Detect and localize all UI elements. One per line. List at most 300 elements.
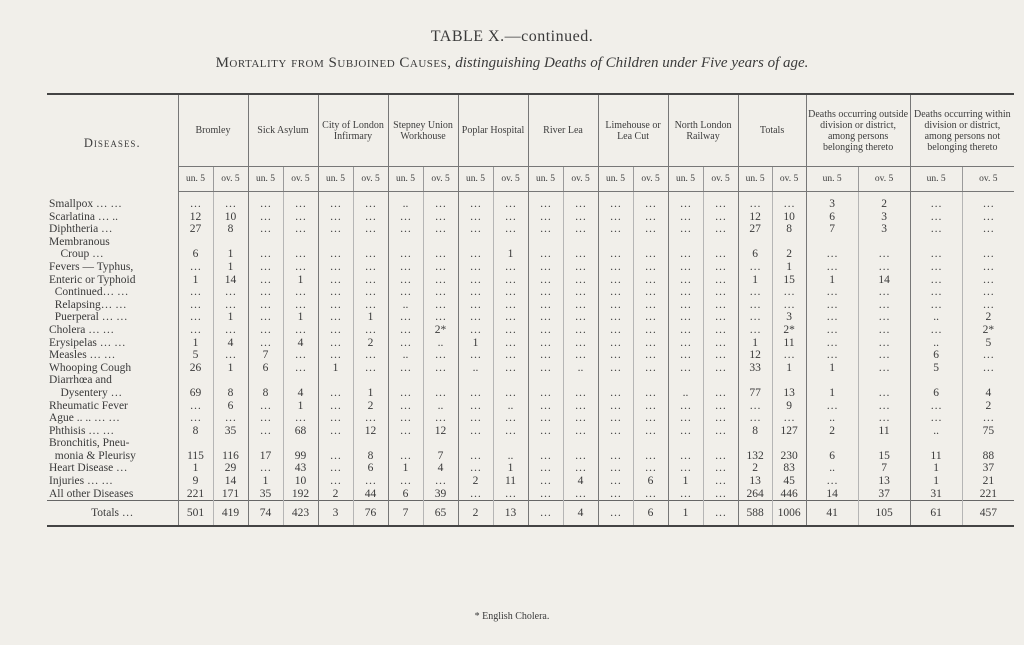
table-cell: … [458,400,493,413]
group-header: Totals [738,94,806,167]
table-cell: … [910,211,962,224]
table-cell: 230 [772,450,806,463]
table-cell: 41 [806,501,858,527]
table-cell: … [388,311,423,324]
table-cell: … [668,286,703,299]
group-header: Limehouse or Lea Cut [598,94,668,167]
table-cell: … [910,299,962,312]
table-cell: … [563,425,598,438]
table-cell: 11 [858,425,910,438]
table-cell: … [598,299,633,312]
table-cell: 26 [178,362,213,375]
table-cell: 1 [738,274,772,287]
table-cell: … [248,425,283,438]
table-cell: … [178,400,213,413]
table-cell: … [910,192,962,211]
table-cell: … [423,192,458,211]
table-cell: … [248,462,283,475]
table-cell [633,437,668,450]
table-cell: … [563,223,598,236]
table-cell: … [962,274,1014,287]
table-cell: … [633,223,668,236]
table-cell [858,236,910,249]
table-cell: … [633,462,668,475]
table-cell: … [423,211,458,224]
table-cell: 31 [910,488,962,501]
table-cell: … [633,324,668,337]
disease-label: Scarlatina … .. [47,211,178,224]
table-cell: … [598,450,633,463]
table-cell: 3 [858,211,910,224]
table-cell: … [458,299,493,312]
table-cell: 4 [213,337,248,350]
table-cell: 15 [858,450,910,463]
table-cell: … [962,412,1014,425]
header-row-age [47,167,1014,192]
table-cell: … [353,324,388,337]
table-cell [598,437,633,450]
table-cell: 1 [178,274,213,287]
table-cell: … [668,324,703,337]
table-cell: 1 [178,337,213,350]
table-cell: … [738,286,772,299]
table-cell: … [703,412,738,425]
table-cell: … [528,324,563,337]
table-cell: … [213,192,248,211]
table-cell: … [248,400,283,413]
table-cell: … [248,412,283,425]
table-cell: … [703,248,738,261]
table-cell: … [493,412,528,425]
table-cell: 192 [283,488,318,501]
table-cell: … [283,349,318,362]
table-cell: … [353,274,388,287]
table-row [47,337,1014,350]
table-cell [458,437,493,450]
table-cell: … [493,337,528,350]
table-cell: … [178,324,213,337]
table-cell: … [962,248,1014,261]
table-row [47,488,1014,501]
over-five-header: ov. 5 [353,167,388,192]
table-cell: 9 [178,475,213,488]
table-cell: … [738,412,772,425]
table-cell: 45 [772,475,806,488]
table-cell: … [962,362,1014,375]
table-cell: … [703,425,738,438]
table-cell: … [528,311,563,324]
table-cell: 2 [458,475,493,488]
disease-label: Membranous [47,236,178,249]
table-cell [703,236,738,249]
table-cell: 221 [178,488,213,501]
disease-label: Croup … [47,248,178,261]
table-cell: 6 [806,450,858,463]
table-cell [668,374,703,387]
table-cell: … [423,248,458,261]
table-cell: … [458,223,493,236]
table-cell [283,437,318,450]
group-header: River Lea [528,94,598,167]
table-cell [178,374,213,387]
table-cell: 1 [318,362,353,375]
disease-label: Diarrhœa and [47,374,178,387]
table-cell: … [703,337,738,350]
table-cell: 4 [563,475,598,488]
table-cell: … [388,324,423,337]
table-cell [806,236,858,249]
table-cell: 77 [738,387,772,400]
table-cell: 2 [962,400,1014,413]
table-cell: … [563,211,598,224]
table-row [47,450,1014,463]
table-cell: 132 [738,450,772,463]
table-cell: … [668,337,703,350]
table-cell: … [423,412,458,425]
table-cell: … [598,425,633,438]
table-cell: … [598,211,633,224]
group-header: Poplar Hospital [458,94,528,167]
table-cell: … [388,248,423,261]
table-cell [633,236,668,249]
table-cell [283,236,318,249]
table-cell: … [528,462,563,475]
table-cell: .. [563,362,598,375]
table-row [47,349,1014,362]
table-cell: 2 [772,248,806,261]
table-cell: 501 [178,501,213,527]
table-cell: … [563,349,598,362]
table-cell: 5 [910,362,962,375]
table-cell: … [388,475,423,488]
table-cell: … [248,223,283,236]
table-row [47,299,1014,312]
table-cell: 12 [178,211,213,224]
table-cell: … [528,274,563,287]
table-cell: … [910,400,962,413]
table-cell [388,236,423,249]
table-cell: 1 [213,261,248,274]
table-cell: 11 [772,337,806,350]
table-cell: … [806,349,858,362]
table-cell: … [388,412,423,425]
table-cell: 1 [493,248,528,261]
subtitle-caps: Mortality from Subjoined Causes, [215,55,452,71]
table-cell: … [458,450,493,463]
table-cell: … [528,450,563,463]
table-row [47,211,1014,224]
table-cell: … [528,223,563,236]
table-cell: … [633,337,668,350]
table-cell [493,437,528,450]
table-cell: … [423,286,458,299]
table-row [47,223,1014,236]
table-cell: 4 [283,337,318,350]
table-cell: … [806,248,858,261]
table-cell: … [910,412,962,425]
table-cell: … [668,349,703,362]
table-cell: 21 [962,475,1014,488]
table-cell: … [563,286,598,299]
table-cell [738,236,772,249]
table-cell: 43 [283,462,318,475]
table-cell: … [178,299,213,312]
table-cell: 115 [178,450,213,463]
group-header: Deaths occurring outside division or district, among persons belonging thereto [806,94,910,167]
table-cell: 6 [388,488,423,501]
table-cell: 221 [962,488,1014,501]
group-header: Bromley [178,94,248,167]
table-cell: … [458,387,493,400]
table-cell: 2 [858,192,910,211]
table-cell: … [806,311,858,324]
table-cell: 44 [353,488,388,501]
table-cell: 588 [738,501,772,527]
table-cell: … [318,462,353,475]
disease-label: Relapsing… … [47,299,178,312]
table-cell: … [738,299,772,312]
table-cell: 2* [423,324,458,337]
table-cell: … [353,211,388,224]
table-cell: 61 [910,501,962,527]
table-cell: 7 [248,349,283,362]
table-cell: … [388,337,423,350]
table-cell: … [633,425,668,438]
table-cell [703,374,738,387]
table-cell: 1 [213,362,248,375]
table-cell: .. [910,311,962,324]
table-cell [213,374,248,387]
table-cell: 1 [388,462,423,475]
under-five-header: un. 5 [248,167,283,192]
table-cell: … [598,337,633,350]
table-cell: … [388,387,423,400]
table-cell: 7 [806,223,858,236]
table-cell: .. [388,349,423,362]
table-cell [962,437,1014,450]
table-cell: … [772,349,806,362]
table-cell: 8 [213,387,248,400]
table-cell: … [703,211,738,224]
table-cell: 8 [738,425,772,438]
table-cell: 39 [423,488,458,501]
table-cell: … [910,286,962,299]
table-cell [493,236,528,249]
group-header: Sick Asylum [248,94,318,167]
table-cell: … [858,248,910,261]
table-cell [772,374,806,387]
table-row [47,362,1014,375]
table-cell: … [962,223,1014,236]
table-cell: … [283,261,318,274]
table-cell: … [353,248,388,261]
table-cell: … [283,211,318,224]
under-five-header: un. 5 [458,167,493,192]
table-cell [318,236,353,249]
table-cell: 6 [633,501,668,527]
table-cell: … [388,211,423,224]
table-cell: … [633,248,668,261]
over-five-header: ov. 5 [213,167,248,192]
table-cell [563,236,598,249]
table-cell: … [493,362,528,375]
table-cell: 15 [772,274,806,287]
table-cell: … [493,299,528,312]
table-cell: … [423,475,458,488]
table-cell: … [563,450,598,463]
table-cell: … [633,286,668,299]
table-cell [668,236,703,249]
table-cell: 14 [806,488,858,501]
table-cell: 1 [213,248,248,261]
table-cell: 7 [423,450,458,463]
table-cell: 1 [910,475,962,488]
table-cell: … [423,387,458,400]
table-cell: … [772,286,806,299]
table-cell: … [703,450,738,463]
table-cell: … [388,362,423,375]
table-cell: 1 [283,274,318,287]
table-cell [563,374,598,387]
table-cell [858,437,910,450]
table-cell: … [528,261,563,274]
table-cell: … [806,324,858,337]
table-cell: 2 [806,425,858,438]
table-cell: … [528,400,563,413]
table-cell [423,236,458,249]
table-cell [283,374,318,387]
table-cell: … [703,192,738,211]
table-cell: … [318,425,353,438]
table-row [47,400,1014,413]
table-cell: … [493,425,528,438]
table-cell: … [283,362,318,375]
table-cell: … [703,387,738,400]
table-cell: … [248,261,283,274]
table-cell: 171 [213,488,248,501]
table-cell: 3 [858,223,910,236]
table-cell: 2 [738,462,772,475]
table-cell: … [962,261,1014,274]
table-cell: … [248,324,283,337]
table-cell: … [458,349,493,362]
table-cell: 10 [213,211,248,224]
table-cell: … [423,223,458,236]
over-five-header: ov. 5 [962,167,1014,192]
disease-label: Dysentery … [47,387,178,400]
table-cell: … [493,311,528,324]
table-cell: … [353,223,388,236]
table-row [47,324,1014,337]
table-cell: 37 [858,488,910,501]
table-cell: … [423,299,458,312]
table-cell: 1 [248,475,283,488]
table-cell: … [318,324,353,337]
table-cell: … [598,349,633,362]
table-cell: … [493,286,528,299]
table-cell [633,374,668,387]
table-cell: … [458,192,493,211]
disease-label: Measles … … [47,349,178,362]
table-cell: … [528,425,563,438]
table-cell: … [283,324,318,337]
table-cell: … [703,223,738,236]
table-cell: … [423,274,458,287]
table-cell: … [633,362,668,375]
table-cell: … [493,349,528,362]
table-cell: … [493,192,528,211]
table-cell: 2 [353,400,388,413]
table-cell: 33 [738,362,772,375]
table-cell: … [458,286,493,299]
disease-label: Heart Disease … [47,462,178,475]
table-cell: … [633,274,668,287]
table-cell: 127 [772,425,806,438]
table-cell: … [178,192,213,211]
table-cell: … [858,299,910,312]
table-subtitle [0,55,1024,72]
table-cell: 6 [178,248,213,261]
table-cell [563,437,598,450]
table-cell: … [563,248,598,261]
table-cell: 1 [178,462,213,475]
table-cell: … [668,274,703,287]
table-cell: … [388,274,423,287]
table-cell: 3 [318,501,353,527]
table-cell [248,236,283,249]
table-cell: … [772,412,806,425]
table-cell: 13 [493,501,528,527]
table-cell: … [528,248,563,261]
table-cell: 8 [178,425,213,438]
table-cell: … [910,261,962,274]
disease-label: Totals … [47,501,178,527]
table-cell: … [910,248,962,261]
table-cell: 13 [772,387,806,400]
table-cell: … [493,324,528,337]
table-cell: … [598,192,633,211]
table-cell: … [858,362,910,375]
subtitle-italic: distinguishing Deaths of Children under Five years of age. [455,55,809,71]
table-cell: … [528,337,563,350]
table-cell [318,374,353,387]
table-cell: … [353,475,388,488]
table-row [47,286,1014,299]
table-cell: … [858,400,910,413]
table-cell: .. [458,362,493,375]
table-cell: 457 [962,501,1014,527]
table-cell: 29 [213,462,248,475]
table-cell [213,437,248,450]
table-cell [910,374,962,387]
table-cell [423,374,458,387]
table-cell: … [493,261,528,274]
group-header: North London Railway [668,94,738,167]
table-cell: 1 [213,311,248,324]
table-cell: … [248,286,283,299]
table-cell [598,374,633,387]
group-header: City of London Infirmary [318,94,388,167]
table-cell [178,437,213,450]
table-cell: … [563,274,598,287]
table-cell: … [528,501,563,527]
table-cell: … [703,274,738,287]
table-cell: … [962,286,1014,299]
table-cell: … [283,412,318,425]
table-cell: … [423,362,458,375]
table-cell: … [703,299,738,312]
table-cell [806,437,858,450]
